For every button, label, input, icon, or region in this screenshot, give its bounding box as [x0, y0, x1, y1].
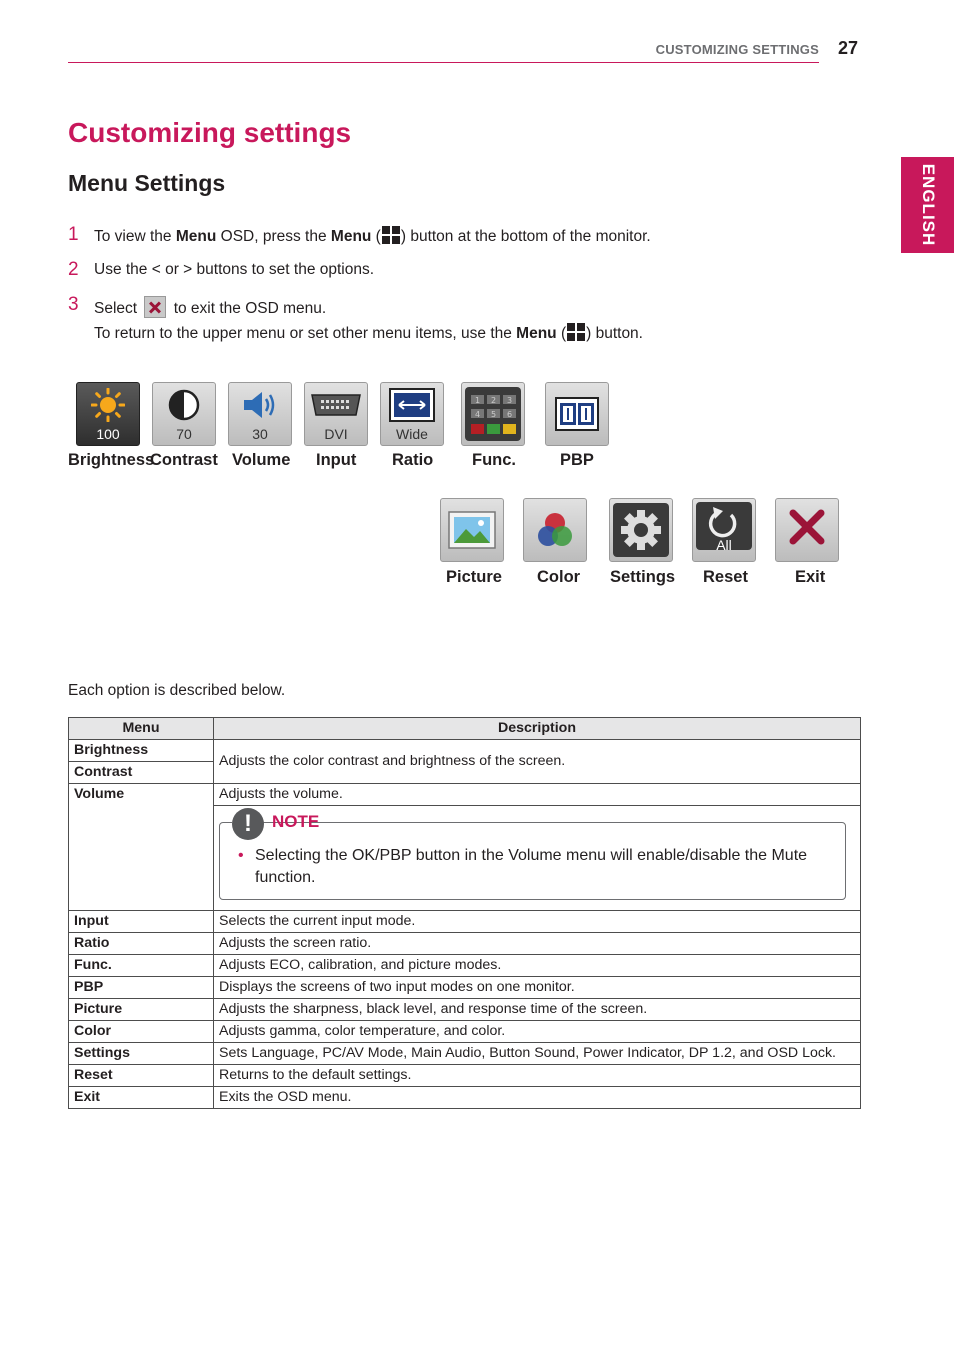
intro-text: Each option is described below. [68, 682, 286, 699]
pbp-icon [555, 397, 599, 431]
running-header-section: CUSTOMIZING SETTINGS [655, 42, 819, 57]
wide-ratio-icon [389, 388, 435, 422]
osd-tile-volume[interactable] [228, 382, 292, 446]
description-cell: Selects the current input mode. [214, 911, 861, 933]
step-number: 2 [68, 259, 79, 280]
dvi-port-icon [310, 392, 362, 418]
menu-button-icon [567, 323, 585, 341]
table-row [69, 784, 861, 806]
osd-tile-value: 100 [96, 426, 120, 442]
step-text: To view the Menu OSD, press the Menu ( ) button at the bottom of the monitor. [94, 228, 651, 245]
table-row [69, 1021, 861, 1043]
exclamation-icon: ! [232, 808, 264, 840]
osd-tile-color[interactable] [523, 498, 587, 562]
page-title: Customizing settings [68, 117, 352, 148]
osd-tile-brightness[interactable] [76, 382, 140, 446]
description-cell: Exits the OSD menu. [214, 1087, 861, 1109]
menu-cell: Exit [69, 1087, 214, 1109]
osd-tile-exit[interactable] [775, 498, 839, 562]
picture-icon [448, 511, 496, 549]
column-header: Description [214, 718, 861, 740]
sun-icon [91, 388, 125, 422]
menu-cell: Picture [69, 999, 214, 1021]
contrast-icon [168, 389, 200, 421]
table-row [69, 955, 861, 977]
osd-label-input: Input [316, 451, 357, 469]
osd-label-exit: Exit [795, 568, 826, 586]
osd-tile-picture[interactable] [440, 498, 504, 562]
menu-cell: Color [69, 1021, 214, 1043]
menu-cell: Contrast [69, 762, 214, 784]
keypad-key: 4 [474, 410, 481, 419]
osd-label-ratio: Ratio [392, 451, 434, 469]
keypad-key: 3 [506, 396, 513, 405]
description-cell: Adjusts gamma, color temperature, and color. [214, 1021, 861, 1043]
description-cell: Adjusts the screen ratio. [214, 933, 861, 955]
color-circles-icon [534, 510, 576, 550]
note-header [232, 806, 320, 840]
menu-cell: Func. [69, 955, 214, 977]
step-text-line2: To return to the upper menu or set other menu items, use the Menu ( ) button. [94, 325, 643, 342]
table-row [69, 911, 861, 933]
osd-tile-settings[interactable] [609, 498, 673, 562]
language-tab [901, 157, 954, 253]
note-cell [214, 806, 861, 911]
keypad-key: 1 [474, 396, 481, 405]
step-number: 1 [68, 224, 79, 245]
column-header: Menu [69, 718, 214, 740]
note-heading: NOTE [272, 812, 320, 831]
menu-cell: PBP [69, 977, 214, 999]
keypad-key: 5 [490, 410, 497, 419]
description-cell: Adjusts the sharpness, black level, and response time of the screen. [214, 999, 861, 1021]
step-number: 3 [68, 294, 79, 315]
table-row [69, 1043, 861, 1065]
menu-cell: Settings [69, 1043, 214, 1065]
description-cell: Adjusts the volume. [214, 784, 861, 806]
osd-label-settings: Settings [610, 568, 676, 586]
osd-tile-value: DVI [324, 426, 348, 442]
gear-icon [612, 502, 670, 558]
section-title: Menu Settings [68, 170, 226, 196]
osd-tile-value: Wide [396, 426, 428, 442]
keypad-key: 6 [506, 410, 513, 419]
exit-x-icon [789, 509, 825, 545]
note-text: • Selecting the OK/PBP button in the Volume menu will enable/disable the Mute function. [238, 847, 808, 886]
keypad-key: 2 [490, 396, 497, 405]
step-text: Select to exit the OSD menu. [94, 296, 326, 318]
table-row [69, 1087, 861, 1109]
osd-tile-func[interactable] [461, 382, 525, 446]
menu-cell: Ratio [69, 933, 214, 955]
exit-x-icon [144, 296, 166, 318]
speaker-icon [242, 390, 278, 420]
osd-tile-value: All [716, 537, 732, 553]
language-tab-label: ENGLISH [918, 163, 938, 247]
osd-tile-reset[interactable] [692, 498, 756, 562]
function-keypad-icon [464, 386, 522, 442]
osd-tile-contrast[interactable] [152, 382, 216, 446]
note-box [219, 810, 846, 900]
options-table [68, 717, 861, 1109]
table-row [69, 977, 861, 999]
page-number: 27 [838, 38, 859, 58]
step-text: Use the < or > buttons to set the options. [94, 261, 375, 278]
osd-label-reset: Reset [703, 568, 748, 586]
menu-cell: Reset [69, 1065, 214, 1087]
running-header [68, 40, 819, 63]
menu-cell: Brightness [69, 740, 214, 762]
table-header-row [69, 718, 861, 740]
table-row [69, 933, 861, 955]
description-cell: Sets Language, PC/AV Mode, Main Audio, Button Sound, Power Indicator, DP 1.2, and OSD Lock. [214, 1043, 861, 1065]
osd-tile-pbp[interactable] [545, 382, 609, 446]
menu-button-icon [382, 226, 400, 244]
bullet-icon: • [238, 847, 244, 864]
osd-tile-ratio[interactable] [380, 382, 444, 446]
menu-cell: Volume [69, 784, 214, 911]
osd-label-contrast: Contrast [150, 451, 218, 469]
description-cell: Returns to the default settings. [214, 1065, 861, 1087]
osd-tile-value: 70 [176, 426, 192, 442]
table-row [69, 1065, 861, 1087]
description-cell: Adjusts ECO, calibration, and picture modes. [214, 955, 861, 977]
table-row [69, 999, 861, 1021]
menu-cell: Input [69, 911, 214, 933]
table-row [69, 740, 861, 762]
osd-label-color: Color [537, 568, 581, 586]
description-cell: Displays the screens of two input modes on one monitor. [214, 977, 861, 999]
osd-label-brightness: Brightness [68, 451, 155, 469]
osd-label-pbp: PBP [560, 451, 594, 469]
osd-label-volume: Volume [232, 451, 291, 469]
osd-tile-value: 30 [252, 426, 268, 442]
osd-label-func: Func. [472, 451, 516, 469]
description-cell: Adjusts the color contrast and brightness of the screen. [214, 740, 861, 784]
osd-label-picture: Picture [446, 568, 502, 586]
osd-tile-input[interactable] [304, 382, 368, 446]
